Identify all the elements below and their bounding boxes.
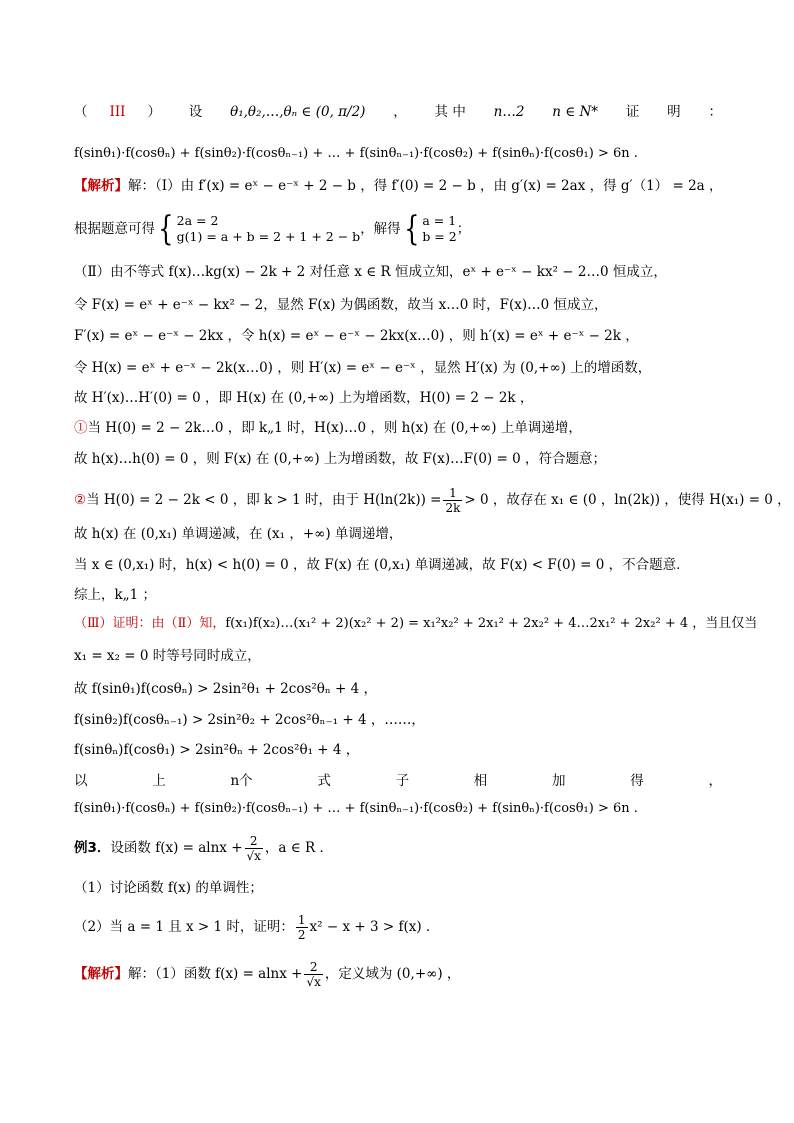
solution-line-1 [74, 176, 722, 196]
line2-end: ； [456, 221, 471, 237]
solution-line-12: 当 x ∈ (0,x₁) 时，h(x) < h(0) = 0 ，故 F(x) 在 (0,x₁) 单调递减，故 F(x) < F(0) = 0 ，不合题意． [74, 557, 690, 573]
solution-line-4: 令 F(x) = eˣ + e⁻ˣ − kx² − 2，显然 F(x) 为偶函数，故当 x…0 时，F(x)…0 恒成立， [74, 297, 608, 313]
solution-text-14: f(x₁)f(x₂)…(x₁² + 2)(x₂² + 2) = x₁²x₂² + 2x₁² + 2x₂² + 4…2x₁² + 2x₂² + 4 ，当且仅当 [225, 616, 758, 631]
solution-line-7: 故 H′(x)…H′(0) = 0 ，即 H(x) 在 (0,+∞) 上为增函数，H(0) = 2 − 2k ， [74, 390, 534, 406]
part3-header [74, 102, 722, 122]
solution-line-17: f(sinθ₂)f(cosθₙ₋₁) > 2sin²θ₂ + 2cos²θₙ₋₁ + 4 ，……， [74, 712, 425, 728]
part3-inequality: f(sinθ₁)·f(cosθₙ) + f(sinθ₂)·f(cosθₙ₋₁) + … + f(sinθₙ₋₁)·f(cosθ₂) + f(sinθₙ)·f(cosθ₁) > 6n . [74, 146, 638, 161]
open-paren: （ [74, 104, 88, 120]
word-zheng: 证 [625, 104, 640, 120]
solution-line-9: 故 h(x)…h(0) = 0 ，则 F(x) 在 (0,+∞) 上为增函数，故 F(x)…F(0) = 0 ，符合题意； [74, 451, 606, 467]
word: n个 [230, 773, 253, 789]
solution-line-13: 综上，k„1 ； [74, 587, 157, 603]
word: 子 [395, 773, 410, 789]
condition-N: n ∈ N* [552, 104, 599, 120]
solution-line-3: （Ⅱ）由不等式 f(x)…kg(x) − 2k + 2 对任意 x ∈ R 恒成立知，eˣ + e⁻ˣ − kx² − 2…0 恒成立， [74, 264, 667, 280]
case-marker-2: ② [74, 492, 87, 508]
solution-text-10b: > 0 ，故存在 x₁ ∈ (0 ，ln(2k)) ，使得 H(x₁) = 0 ， [464, 492, 791, 508]
fraction-numerator: 1 [297, 912, 306, 927]
solution-text-10a: 当 H(0) = 2 − 2k < 0 ，即 k > 1 时，由于 H(ln(2k)) = [86, 492, 442, 508]
word: 得 [630, 773, 644, 789]
solution-line-10 [74, 484, 791, 516]
example-3-text-b: ，a ∈ R ． [264, 840, 334, 856]
example-3-text-a: 设函数 f(x) = alnx + [110, 840, 243, 856]
example-3-solution [74, 956, 722, 992]
part-label: III [109, 104, 126, 120]
word: ， [708, 773, 722, 789]
solution-line-11: 故 h(x) 在 (0,x₁) 单调递减，在 (x₁ ，+∞) 单调递增， [74, 526, 403, 542]
system-1: { 2a = 2 g(1) = a + b = 2 + 1 + 2 − b [158, 209, 361, 249]
colon: ： [708, 104, 722, 120]
system-1-eq-b: g(1) = a + b = 2 + 1 + 2 − b [176, 229, 361, 244]
example-3-question-1: （1）讨论函数 f(x) 的单调性； [74, 880, 263, 896]
fraction-denominator: √x [306, 974, 321, 989]
example-3-solution-tag: 【解析】 [74, 966, 128, 982]
fraction-1-over-2k [443, 486, 462, 515]
word: 以 [74, 773, 88, 789]
system-2: { a = 1 b = 2 [403, 209, 457, 249]
solution-line-19 [74, 771, 722, 791]
fraction-2-over-sqrt-x [245, 834, 263, 863]
solution-line-14 [74, 614, 758, 634]
solution-tag: 【解析】 [74, 178, 128, 194]
solution-line-20: f(sinθ₁)·f(cosθₙ) + f(sinθ₂)·f(cosθₙ₋₁) + … + f(sinθₙ₋₁)·f(cosθ₂) + f(sinθₙ)·f(cosθ₁) > 6n . [74, 801, 638, 816]
theta-set: θ₁,θ₂,…,θₙ ∈ (0, π/2) [230, 104, 366, 120]
system-2-eq-b: b = 2 [422, 229, 457, 244]
word: 相 [473, 773, 488, 789]
part3-proof-label: （Ⅲ）证明：由（Ⅱ）知， [74, 616, 226, 631]
fraction-denominator: 2 [297, 927, 306, 942]
word-ming: 明 [667, 104, 681, 120]
word: 加 [552, 773, 566, 789]
solution-line-16: 故 f(sinθ₁)f(cosθₙ) > 2sin²θ₁ + 2cos²θₙ + 4 ， [74, 681, 378, 697]
word: 式 [317, 773, 331, 789]
word-qizhong: 其 中 [434, 104, 466, 120]
solution-text-8: 当 H(0) = 2 − 2k…0 ，即 k„1 时，H(x)…0 ，则 h(x) 在 (0,+∞) 上单调递增， [87, 420, 582, 436]
example-3-statement [74, 830, 722, 866]
fraction-numerator: 2 [309, 959, 318, 974]
solution-line-2 [74, 209, 722, 249]
system-2-eq-a: a = 1 [422, 213, 457, 228]
solution-text-1: 解：（Ⅰ）由 f′(x) = eˣ − e⁻ˣ + 2 − b ，得 f′(0) = 2 − b ，由 g′(x) = 2ax ，得 g′（1） = 2a ， [128, 178, 723, 194]
fraction-denominator: 2k [445, 500, 461, 515]
example-3-question-2 [74, 910, 722, 944]
condition-n: n…2 [493, 104, 525, 120]
solution-line-18: f(sinθₙ)f(cosθ₁) > 2sin²θₙ + 2cos²θ₁ + 4 ， [74, 742, 360, 758]
word: 上 [152, 773, 166, 789]
fraction-numerator: 1 [449, 485, 457, 500]
question-2-text-b: x² − x + 3 > f(x) ． [309, 919, 440, 935]
line2-mid: ，解得 [360, 221, 401, 237]
example-3-solution-text-a: 解：（1）函数 f(x) = alnx + [128, 966, 303, 982]
fraction-2-over-sqrt-x-solution [304, 960, 322, 989]
fraction-numerator: 2 [249, 833, 258, 848]
solution-line-15: x₁ = x₂ = 0 时等号同时成立， [74, 648, 261, 664]
close-paren: ） [147, 104, 161, 120]
comma: ， [393, 104, 407, 120]
word-she: 设 [188, 104, 203, 120]
line2-prefix: 根据题意可得 [74, 221, 155, 237]
solution-line-6: 令 H(x) = eˣ + e⁻ˣ − 2k(x…0) ，则 H′(x) = eˣ − e⁻ˣ ，显然 H′(x) 为 (0,+∞) 上的增函数， [74, 360, 652, 376]
solution-line-8 [74, 418, 722, 438]
system-1-eq-a: 2a = 2 [176, 213, 219, 228]
case-marker-1: ① [74, 420, 88, 436]
question-2-text-a: （2）当 a = 1 且 x > 1 时，证明： [74, 919, 294, 935]
example-3-solution-text-b: ，定义域为 (0,+∞) ， [324, 966, 461, 982]
fraction-denominator: √x [246, 848, 261, 863]
example-3-label: 例3． [74, 840, 111, 856]
solution-line-5: F′(x) = eˣ − e⁻ˣ − 2kx ，令 h(x) = eˣ − e⁻ˣ − 2kx(x…0) ，则 h′(x) = eˣ + e⁻ˣ − 2k ， [74, 328, 639, 344]
fraction-one-half [296, 913, 308, 942]
